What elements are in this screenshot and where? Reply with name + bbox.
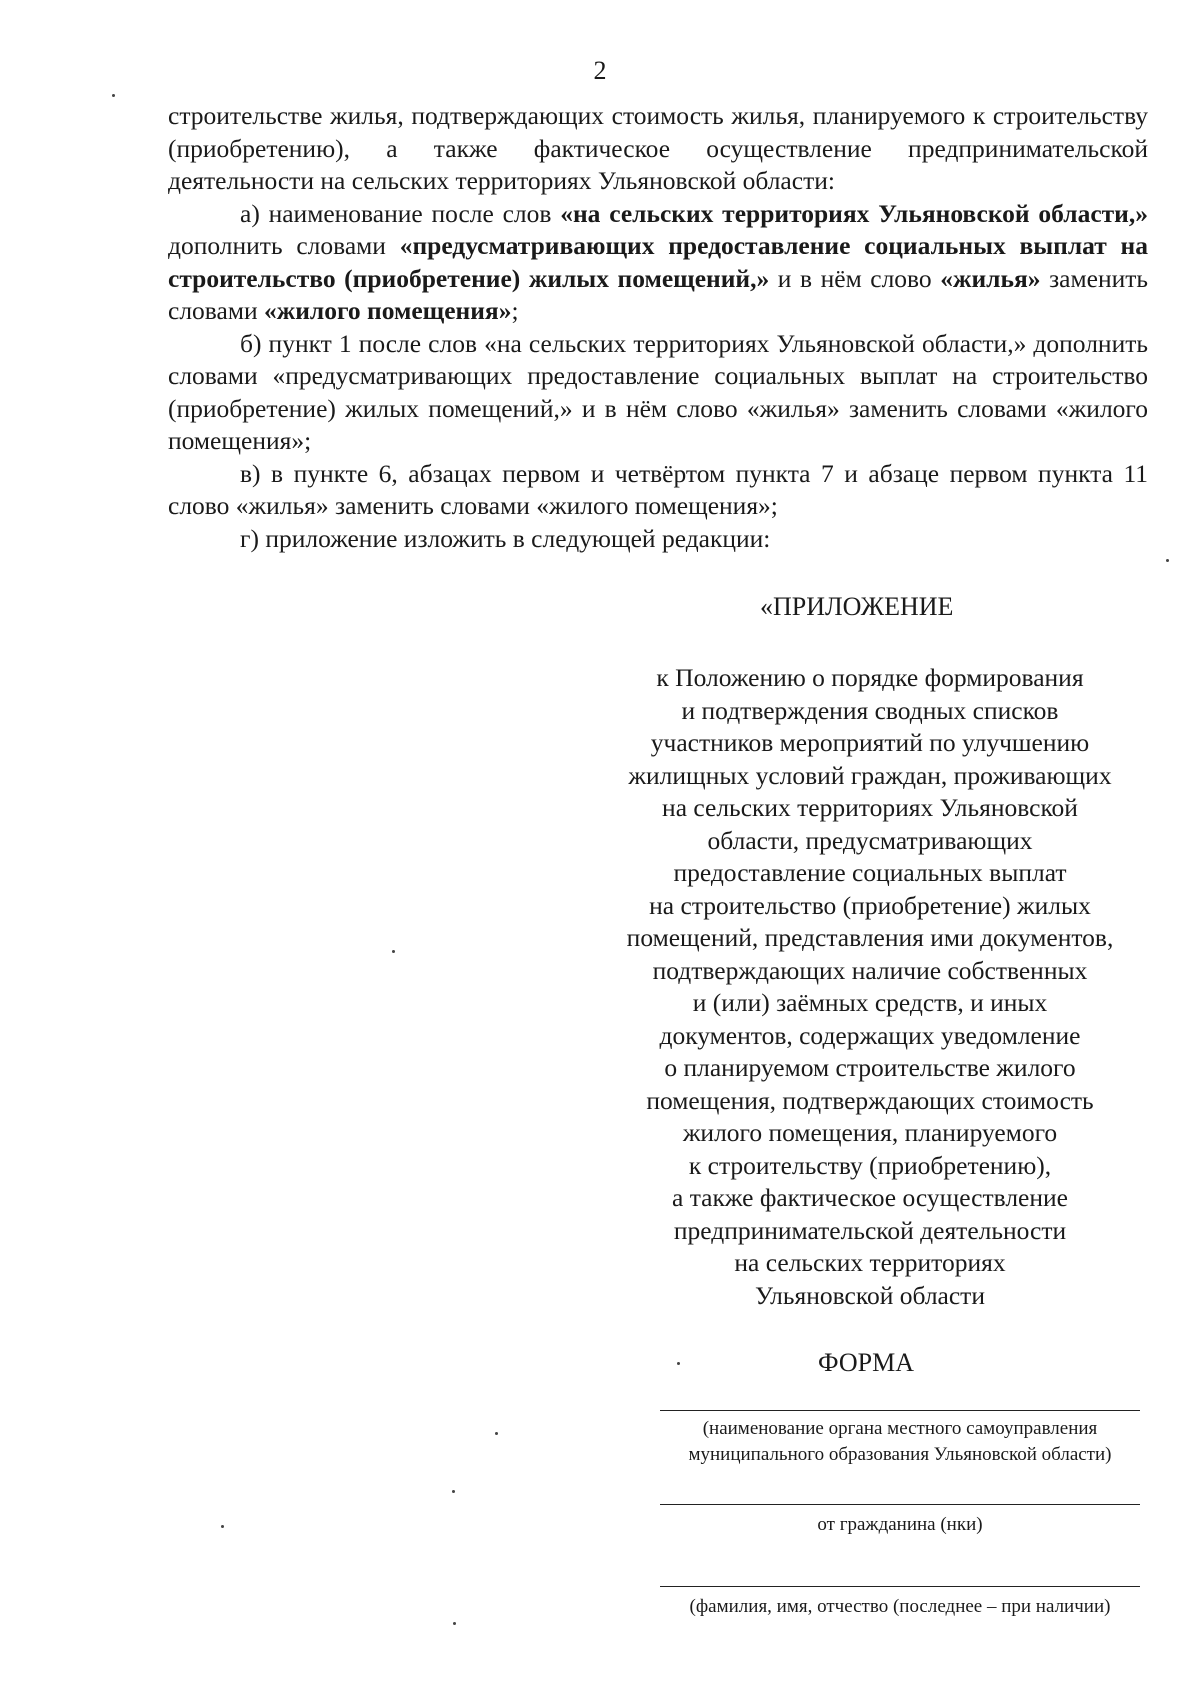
appendix-line: Ульяновской области (755, 1280, 985, 1310)
appendix-line: а также фактическое осуществление (672, 1183, 1068, 1212)
paragraph-g: г) приложение изложить в следующей редакции: (240, 523, 771, 553)
paragraph-v: в) в пункте 6, абзацах первом и четвёртом пункта 7 и абзаце первом пункта 11 слово «жилья» заменить словами «жилого помещения»; (168, 458, 1148, 520)
page-number: 2 (593, 56, 607, 85)
text-fragment: дополнить словами (168, 231, 400, 260)
text-fragment: и в нём слово (769, 263, 941, 293)
paragraph-b: б) пункт 1 после слов «на сельских территориях Ульяновской области,» дополнить словами «предусматривающих предоставление социальных выплат на строительство (приобретение) жилых помещений,» и в нём слово «жилья» заменить словами «жилого помещения»; (168, 328, 1148, 455)
appendix-line: и подтверждения сводных списков (681, 695, 1059, 725)
bold-fragment: «предусматривающих предоставление социальных выплат на строительство (приобретение) жилых помещений,» (168, 231, 1148, 293)
appendix-line: на строительство (приобретение) жилых (649, 890, 1091, 920)
authority-name-caption (640, 1416, 1160, 1468)
bold-fragment: «на сельских территориях Ульяновской области,» (560, 198, 1148, 228)
appendix-line: на сельских территориях (734, 1248, 1006, 1277)
citizen-caption: от гражданина (нки) (817, 1514, 983, 1535)
appendix-line: предоставление социальных выплат (673, 858, 1067, 887)
appendix-description (590, 662, 1150, 1312)
appendix-line: и (или) заёмных средств, и иных (692, 988, 1048, 1017)
bold-fragment: «жилого помещения» (263, 296, 512, 325)
text-fragment: а) наименование после слов (240, 198, 561, 228)
appendix-line: помещения, подтверждающих стоимость (646, 1085, 1094, 1115)
appendix-title: «ПРИЛОЖЕНИЕ (760, 592, 954, 621)
citizen-line (660, 1504, 1140, 1505)
scan-speck (1166, 559, 1169, 562)
form-title: ФОРМА (818, 1348, 914, 1377)
caption-line: (наименование органа местного самоуправления (702, 1418, 1098, 1439)
scan-speck (495, 1432, 498, 1435)
paragraph-intro: строительстве жилья, подтверждающих стоимость жилья, планируемого к строительству (приобретению), а также фактическое осуществление предпринимательской деятельности на сельских территориях Ульяновской области: (168, 101, 1148, 195)
appendix-line: к Положению о порядке формирования (656, 663, 1084, 692)
appendix-line: на сельских территориях Ульяновской (662, 793, 1078, 822)
scan-speck (221, 1525, 224, 1528)
paragraph-a (168, 198, 1148, 328)
appendix-line: предпринимательской деятельности (673, 1215, 1067, 1245)
scan-speck (112, 94, 115, 97)
text-fragment: ; (511, 296, 519, 325)
appendix-line: жилого помещения, планируемого (682, 1118, 1058, 1147)
appendix-line: о планируемом строительстве жилого (664, 1053, 1076, 1082)
appendix-line: к строительству (приобретению), (688, 1150, 1052, 1180)
scan-speck (677, 1362, 680, 1365)
caption-line: муниципального образования Ульяновской области) (688, 1444, 1112, 1465)
authority-name-line (660, 1410, 1140, 1411)
appendix-line: области, предусматривающих (707, 825, 1033, 855)
appendix-line: документов, содержащих уведомление (659, 1020, 1081, 1050)
full-name-line (660, 1586, 1140, 1587)
scan-speck (392, 950, 395, 953)
appendix-line: жилищных условий граждан, проживающих (628, 760, 1112, 790)
appendix-line: подтверждающих наличие собственных (652, 955, 1088, 985)
body-text (168, 100, 1148, 555)
bold-fragment: «жилья» (940, 263, 1041, 293)
scan-speck (452, 1490, 455, 1493)
full-name-caption: (фамилия, имя, отчество (последнее – при наличии) (689, 1596, 1111, 1617)
appendix-line: помещений, представления ими документов, (626, 923, 1114, 952)
appendix-line: участников мероприятий по улучшению (650, 728, 1090, 757)
scan-speck (453, 1622, 456, 1625)
text-fragment: заменить словами (168, 263, 1149, 325)
